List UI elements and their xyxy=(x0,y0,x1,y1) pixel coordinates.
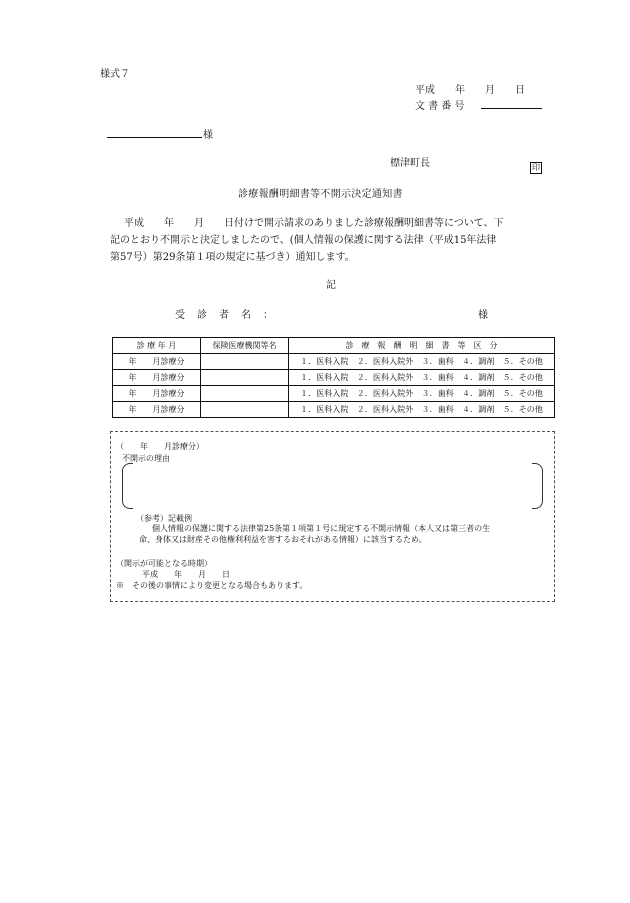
seal-mark: 印 xyxy=(532,163,540,172)
reason-label: 不開示の理由 xyxy=(122,454,170,463)
table-header-row xyxy=(113,338,555,354)
disclosure-label: （開示が可能となる時期） xyxy=(116,559,212,568)
header-category: 診 療 報 酬 明 細 書 等 区 分 xyxy=(289,338,555,354)
reason-period: （ 年 月診療分） xyxy=(116,442,204,451)
institution-cell[interactable] xyxy=(201,402,289,418)
date-line: 平成 年 月 日 xyxy=(415,85,525,96)
example-line-2: 命、身体又は財産その他権利利益を害するおそれがある情報）に該当するため。 xyxy=(139,535,427,544)
table-row xyxy=(113,354,555,370)
recipient-name-field[interactable] xyxy=(107,137,202,138)
example-line-1: 個人情報の保護に関する法律第25条第１項第１号に規定する不開示情報（本人又は第三者の生 xyxy=(152,524,491,533)
patient-suffix: 様 xyxy=(478,310,488,321)
period-cell[interactable]: 年 月診療分 xyxy=(113,370,201,386)
disclosure-note: ※ その後の事情により変更となる場合もあります。 xyxy=(116,581,308,590)
institution-cell[interactable] xyxy=(201,370,289,386)
table-row xyxy=(113,370,555,386)
example-label: （参考）記載例 xyxy=(136,514,192,523)
category-cell[interactable]: １．医科入院 ２．医科入院外 ３．歯科 ４．調剤 ５．その他 xyxy=(289,370,555,386)
patient-label: 受 診 者 名 ： xyxy=(175,310,274,321)
institution-cell[interactable] xyxy=(201,354,289,370)
body-line-3: 第57号）第29条第１項の規定に基づき）通知します。 xyxy=(110,252,355,263)
body-line-1: 平成 年 月 日付けで開示請求のありました診療報酬明細書等について、下 xyxy=(124,218,504,229)
category-cell[interactable]: １．医科入院 ２．医科入院外 ３．歯科 ４．調剤 ５．その他 xyxy=(289,402,555,418)
category-cell[interactable]: １．医科入院 ２．医科入院外 ３．歯科 ４．調剤 ５．その他 xyxy=(289,354,555,370)
period-cell[interactable]: 年 月診療分 xyxy=(113,354,201,370)
ki-label: 記 xyxy=(326,280,336,291)
recipient-suffix: 様 xyxy=(203,130,213,141)
reason-bracket-right xyxy=(532,463,543,509)
doc-number-label: 文 書 番 号 xyxy=(415,101,465,112)
reason-bracket-left xyxy=(122,463,133,509)
header-period: 診 療 年 月 xyxy=(113,338,201,354)
institution-cell[interactable] xyxy=(201,386,289,402)
disclosure-date[interactable]: 平成 年 月 日 xyxy=(142,570,230,579)
document-title: 診療報酬明細書等不開示決定通知書 xyxy=(238,189,403,200)
table-row xyxy=(113,402,555,418)
body-line-2: 記のとおり不開示と決定しましたので、(個人情報の保護に関する法律（平成15年法律 xyxy=(110,235,497,246)
table-row xyxy=(113,386,555,402)
reason-input-area[interactable] xyxy=(134,464,530,506)
doc-number-field[interactable] xyxy=(481,108,542,109)
header-institution: 保険医療機関等名 xyxy=(201,338,289,354)
form-label: 様式７ xyxy=(100,69,130,80)
category-cell[interactable]: １．医科入院 ２．医科入院外 ３．歯科 ４．調剤 ５．その他 xyxy=(289,386,555,402)
claims-table xyxy=(112,337,555,418)
sender-name: 標津町長 xyxy=(390,158,430,169)
period-cell[interactable]: 年 月診療分 xyxy=(113,386,201,402)
period-cell[interactable]: 年 月診療分 xyxy=(113,402,201,418)
